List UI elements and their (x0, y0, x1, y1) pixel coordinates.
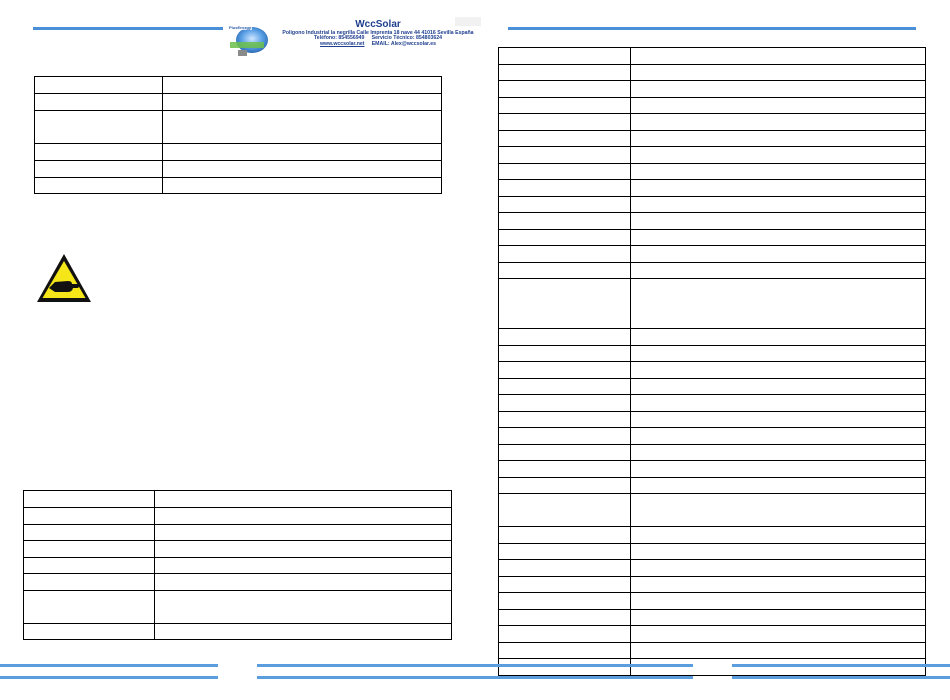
table-label-cell (499, 163, 631, 180)
table-label-cell (24, 508, 155, 525)
table-row (499, 560, 926, 577)
bottom-right-bar-1 (732, 664, 950, 667)
warning-hand-icon (35, 252, 93, 304)
table-value-cell (631, 527, 926, 544)
table-label-cell (499, 461, 631, 478)
table-row (499, 114, 926, 131)
table-value-cell (631, 64, 926, 81)
table-value-cell (163, 178, 442, 194)
table-label-cell (499, 362, 631, 379)
table-value-cell (163, 144, 442, 161)
phone-number: 854556949 (338, 35, 365, 42)
company-info (276, 19, 480, 48)
table-value-cell (155, 558, 452, 574)
table-value-cell (631, 213, 926, 230)
table-row (24, 541, 452, 558)
table-label-cell (499, 593, 631, 610)
table-row (499, 362, 926, 379)
table-row (35, 77, 442, 94)
table-label-cell (499, 81, 631, 98)
table-row (499, 609, 926, 626)
table-value-cell (631, 163, 926, 180)
service-label: Servicio Técnico: (371, 35, 415, 42)
table-label-cell (35, 144, 163, 161)
table-row (499, 378, 926, 395)
email-label: EMAIL: (371, 41, 390, 48)
table-row (499, 329, 926, 346)
table-row (24, 508, 452, 525)
table-row (499, 411, 926, 428)
table-value-cell (631, 246, 926, 263)
table-row (499, 246, 926, 263)
table-label-cell (499, 411, 631, 428)
table-row (499, 81, 926, 98)
table-value-cell (155, 591, 452, 624)
table-row (499, 163, 926, 180)
table-row (499, 147, 926, 164)
table-row (35, 178, 442, 194)
table-label-cell (499, 444, 631, 461)
table-row (499, 213, 926, 230)
table-value-cell (631, 97, 926, 114)
table-value-cell (631, 576, 926, 593)
email-address: Alex@wccsolar.es (390, 41, 436, 48)
website-link[interactable]: www.wccsolar.net (320, 41, 365, 48)
bottom-right-bar-2 (732, 676, 950, 679)
table-value-cell (155, 508, 452, 525)
table-value-cell (631, 229, 926, 246)
table-value-cell (631, 130, 926, 147)
table-label-cell (499, 378, 631, 395)
table-value-cell (631, 279, 926, 329)
table-value-cell (631, 626, 926, 643)
table-row (24, 574, 452, 591)
table-row (499, 461, 926, 478)
table-label-cell (499, 64, 631, 81)
table-label-cell (499, 543, 631, 560)
table-row (499, 262, 926, 279)
table-row (499, 229, 926, 246)
table-row (499, 543, 926, 560)
phone-label: Teléfono: (314, 35, 337, 42)
table-label-cell (499, 180, 631, 197)
table-value-cell (163, 77, 442, 94)
table-value-cell (155, 491, 452, 508)
table-label-cell (499, 576, 631, 593)
table-value-cell (631, 329, 926, 346)
table-label-cell (24, 574, 155, 591)
table-label-cell (499, 246, 631, 263)
table-value-cell (631, 411, 926, 428)
table-label-cell (499, 395, 631, 412)
table-label-cell (499, 114, 631, 131)
table-row (499, 97, 926, 114)
table-label-cell (35, 77, 163, 94)
table-value-cell (631, 543, 926, 560)
table-label-cell (499, 147, 631, 164)
table-value-cell (631, 593, 926, 610)
table-row (24, 525, 452, 541)
table-row (24, 491, 452, 508)
table-row (499, 626, 926, 643)
bottom-center-bar-1 (257, 664, 693, 667)
table-label-cell (499, 626, 631, 643)
table-value-cell (631, 180, 926, 197)
table-row (499, 64, 926, 81)
table-label-cell (499, 196, 631, 213)
table-label-cell (499, 560, 631, 577)
table-value-cell (631, 642, 926, 659)
company-logo (226, 24, 272, 58)
table-label-cell (499, 130, 631, 147)
table-label-cell (499, 642, 631, 659)
table-label-cell (499, 609, 631, 626)
table-label-cell (499, 97, 631, 114)
table-row (35, 94, 442, 111)
company-address: Poligono Industrial la negrilla Calle Imprenta 18 nave 44 41016 Sevilla España (282, 29, 474, 36)
bottom-left-bar-2 (0, 676, 218, 679)
table-label-cell (499, 229, 631, 246)
table-label-cell (24, 591, 155, 624)
bottom-left-bar-1 (0, 664, 218, 667)
table-value-cell (163, 161, 442, 178)
table-label-cell (499, 262, 631, 279)
logo-text: PlusEnergy (229, 25, 252, 30)
table-row (24, 591, 452, 624)
table-label-cell (35, 111, 163, 144)
top-right-accent-bar (508, 27, 916, 30)
table-value-cell (631, 378, 926, 395)
table-row (499, 494, 926, 527)
table-row (499, 428, 926, 445)
company-name: WccSolar (355, 19, 401, 30)
table-row (499, 593, 926, 610)
table-label-cell (499, 279, 631, 329)
table-label-cell (24, 491, 155, 508)
table-label-cell (24, 525, 155, 541)
table-value-cell (631, 560, 926, 577)
table-row (499, 130, 926, 147)
table-label-cell (499, 213, 631, 230)
top-left-table (34, 76, 442, 194)
service-phone: 854803624 (416, 35, 442, 42)
table-row (24, 558, 452, 574)
table-value-cell (631, 81, 926, 98)
table-row (499, 395, 926, 412)
table-value-cell (631, 345, 926, 362)
table-value-cell (631, 461, 926, 478)
table-label-cell (499, 477, 631, 494)
table-row (35, 161, 442, 178)
table-label-cell (24, 558, 155, 574)
table-label-cell (24, 541, 155, 558)
table-row (24, 624, 452, 640)
table-row (499, 642, 926, 659)
table-row (499, 527, 926, 544)
table-row (35, 144, 442, 161)
table-value-cell (155, 541, 452, 558)
table-label-cell (24, 624, 155, 640)
table-value-cell (631, 395, 926, 412)
table-row (499, 444, 926, 461)
table-row (499, 180, 926, 197)
table-label-cell (35, 94, 163, 111)
table-label-cell (499, 428, 631, 445)
table-value-cell (631, 494, 926, 527)
table-row (499, 477, 926, 494)
right-table (498, 47, 926, 676)
table-value-cell (163, 94, 442, 111)
table-value-cell (631, 444, 926, 461)
table-row (499, 279, 926, 329)
table-value-cell (631, 114, 926, 131)
table-value-cell (631, 147, 926, 164)
table-label-cell (35, 161, 163, 178)
table-row (499, 196, 926, 213)
table-value-cell (155, 574, 452, 591)
table-value-cell (631, 428, 926, 445)
table-value-cell (631, 48, 926, 65)
table-label-cell (499, 527, 631, 544)
table-label-cell (499, 329, 631, 346)
table-row (35, 111, 442, 144)
table-label-cell (499, 494, 631, 527)
table-row (499, 48, 926, 65)
table-value-cell (163, 111, 442, 144)
table-value-cell (155, 525, 452, 541)
table-value-cell (631, 362, 926, 379)
table-value-cell (631, 609, 926, 626)
table-value-cell (631, 262, 926, 279)
table-row (499, 576, 926, 593)
table-value-cell (631, 477, 926, 494)
bottom-left-table (23, 490, 452, 640)
table-value-cell (631, 196, 926, 213)
table-label-cell (35, 178, 163, 194)
table-label-cell (499, 48, 631, 65)
table-row (499, 345, 926, 362)
top-left-accent-bar (33, 27, 223, 30)
table-value-cell (155, 624, 452, 640)
company-contact (276, 42, 480, 48)
bottom-center-bar-2 (257, 676, 693, 679)
table-label-cell (499, 345, 631, 362)
